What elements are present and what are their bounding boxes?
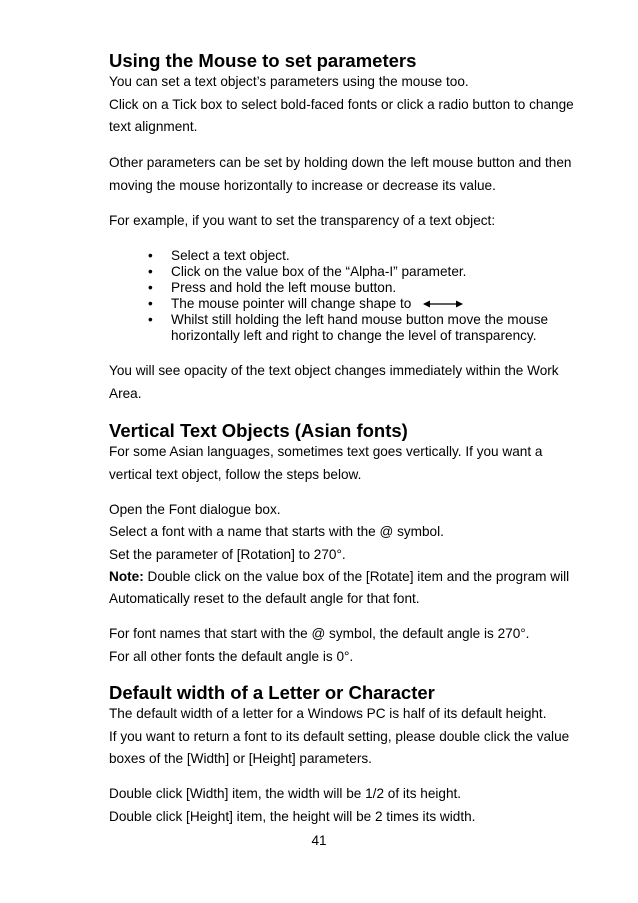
bullet-marker: •: [148, 264, 153, 279]
section-heading-vertical-text: Vertical Text Objects (Asian fonts): [109, 420, 408, 441]
bullet-item: Click on the value box of the “Alpha-I” parameter.: [171, 264, 467, 279]
bullet-marker: •: [148, 296, 153, 311]
bullet-marker: •: [148, 280, 153, 295]
step-line: Open the Font dialogue box.: [109, 502, 281, 517]
bullet-item: Press and hold the left mouse button.: [171, 280, 397, 295]
step-line: Set the parameter of [Rotation] to 270°.: [109, 547, 346, 562]
bullet-item-continuation: horizontally left and right to change the level of transparency.: [171, 328, 537, 343]
step-line: Select a font with a name that starts with the @ symbol.: [109, 524, 444, 539]
paragraph-line: For all other fonts the default angle is 0°.: [109, 649, 354, 664]
bullet-item: Whilst still holding the left hand mouse button move the mouse: [171, 312, 549, 327]
paragraph-line: Other parameters can be set by holding down the left mouse button and then: [109, 155, 572, 170]
bullet-marker: •: [148, 248, 153, 263]
paragraph-line: Area.: [109, 386, 142, 401]
paragraph-line: For example, if you want to set the transparency of a text object:: [109, 213, 496, 228]
paragraph-line: text alignment.: [109, 119, 198, 134]
paragraph-line: moving the mouse horizontally to increase or decrease its value.: [109, 178, 496, 193]
paragraph-line: Double click [Width] item, the width will be 1/2 of its height.: [109, 786, 462, 801]
paragraph-line: You can set a text object’s parameters using the mouse too.: [109, 74, 469, 89]
section-heading-mouse-parameters: Using the Mouse to set parameters: [109, 50, 417, 71]
paragraph-line: For font names that start with the @ symbol, the default angle is 270°.: [109, 626, 530, 641]
paragraph-line: Click on a Tick box to select bold-faced fonts or click a radio button to change: [109, 97, 574, 112]
note-line: [109, 568, 569, 586]
paragraph-line: boxes of the [Width] or [Height] parameters.: [109, 751, 372, 766]
paragraph-line: For some Asian languages, sometimes text goes vertically. If you want a: [109, 444, 543, 459]
bullet-item-text: The mouse pointer will change shape to: [171, 296, 412, 311]
horizontal-double-arrow-icon: [423, 299, 463, 309]
page-number: 41: [311, 833, 327, 848]
paragraph-line: vertical text object, follow the steps below.: [109, 467, 362, 482]
note-text: Double click on the value box of the [Rotate] item and the program will: [143, 569, 570, 584]
paragraph-line: You will see opacity of the text object changes immediately within the Work: [109, 363, 559, 378]
paragraph-line: Double click [Height] item, the height will be 2 times its width.: [109, 809, 476, 824]
bullet-item: Select a text object.: [171, 248, 290, 263]
paragraph-line: Automatically reset to the default angle for that font.: [109, 591, 420, 606]
paragraph-line: The default width of a letter for a Windows PC is half of its default height.: [109, 706, 547, 721]
paragraph-line: If you want to return a font to its default setting, please double click the value: [109, 729, 570, 744]
section-heading-default-width: Default width of a Letter or Character: [109, 682, 435, 703]
note-label: Note:: [109, 569, 144, 584]
bullet-marker: •: [148, 312, 153, 327]
